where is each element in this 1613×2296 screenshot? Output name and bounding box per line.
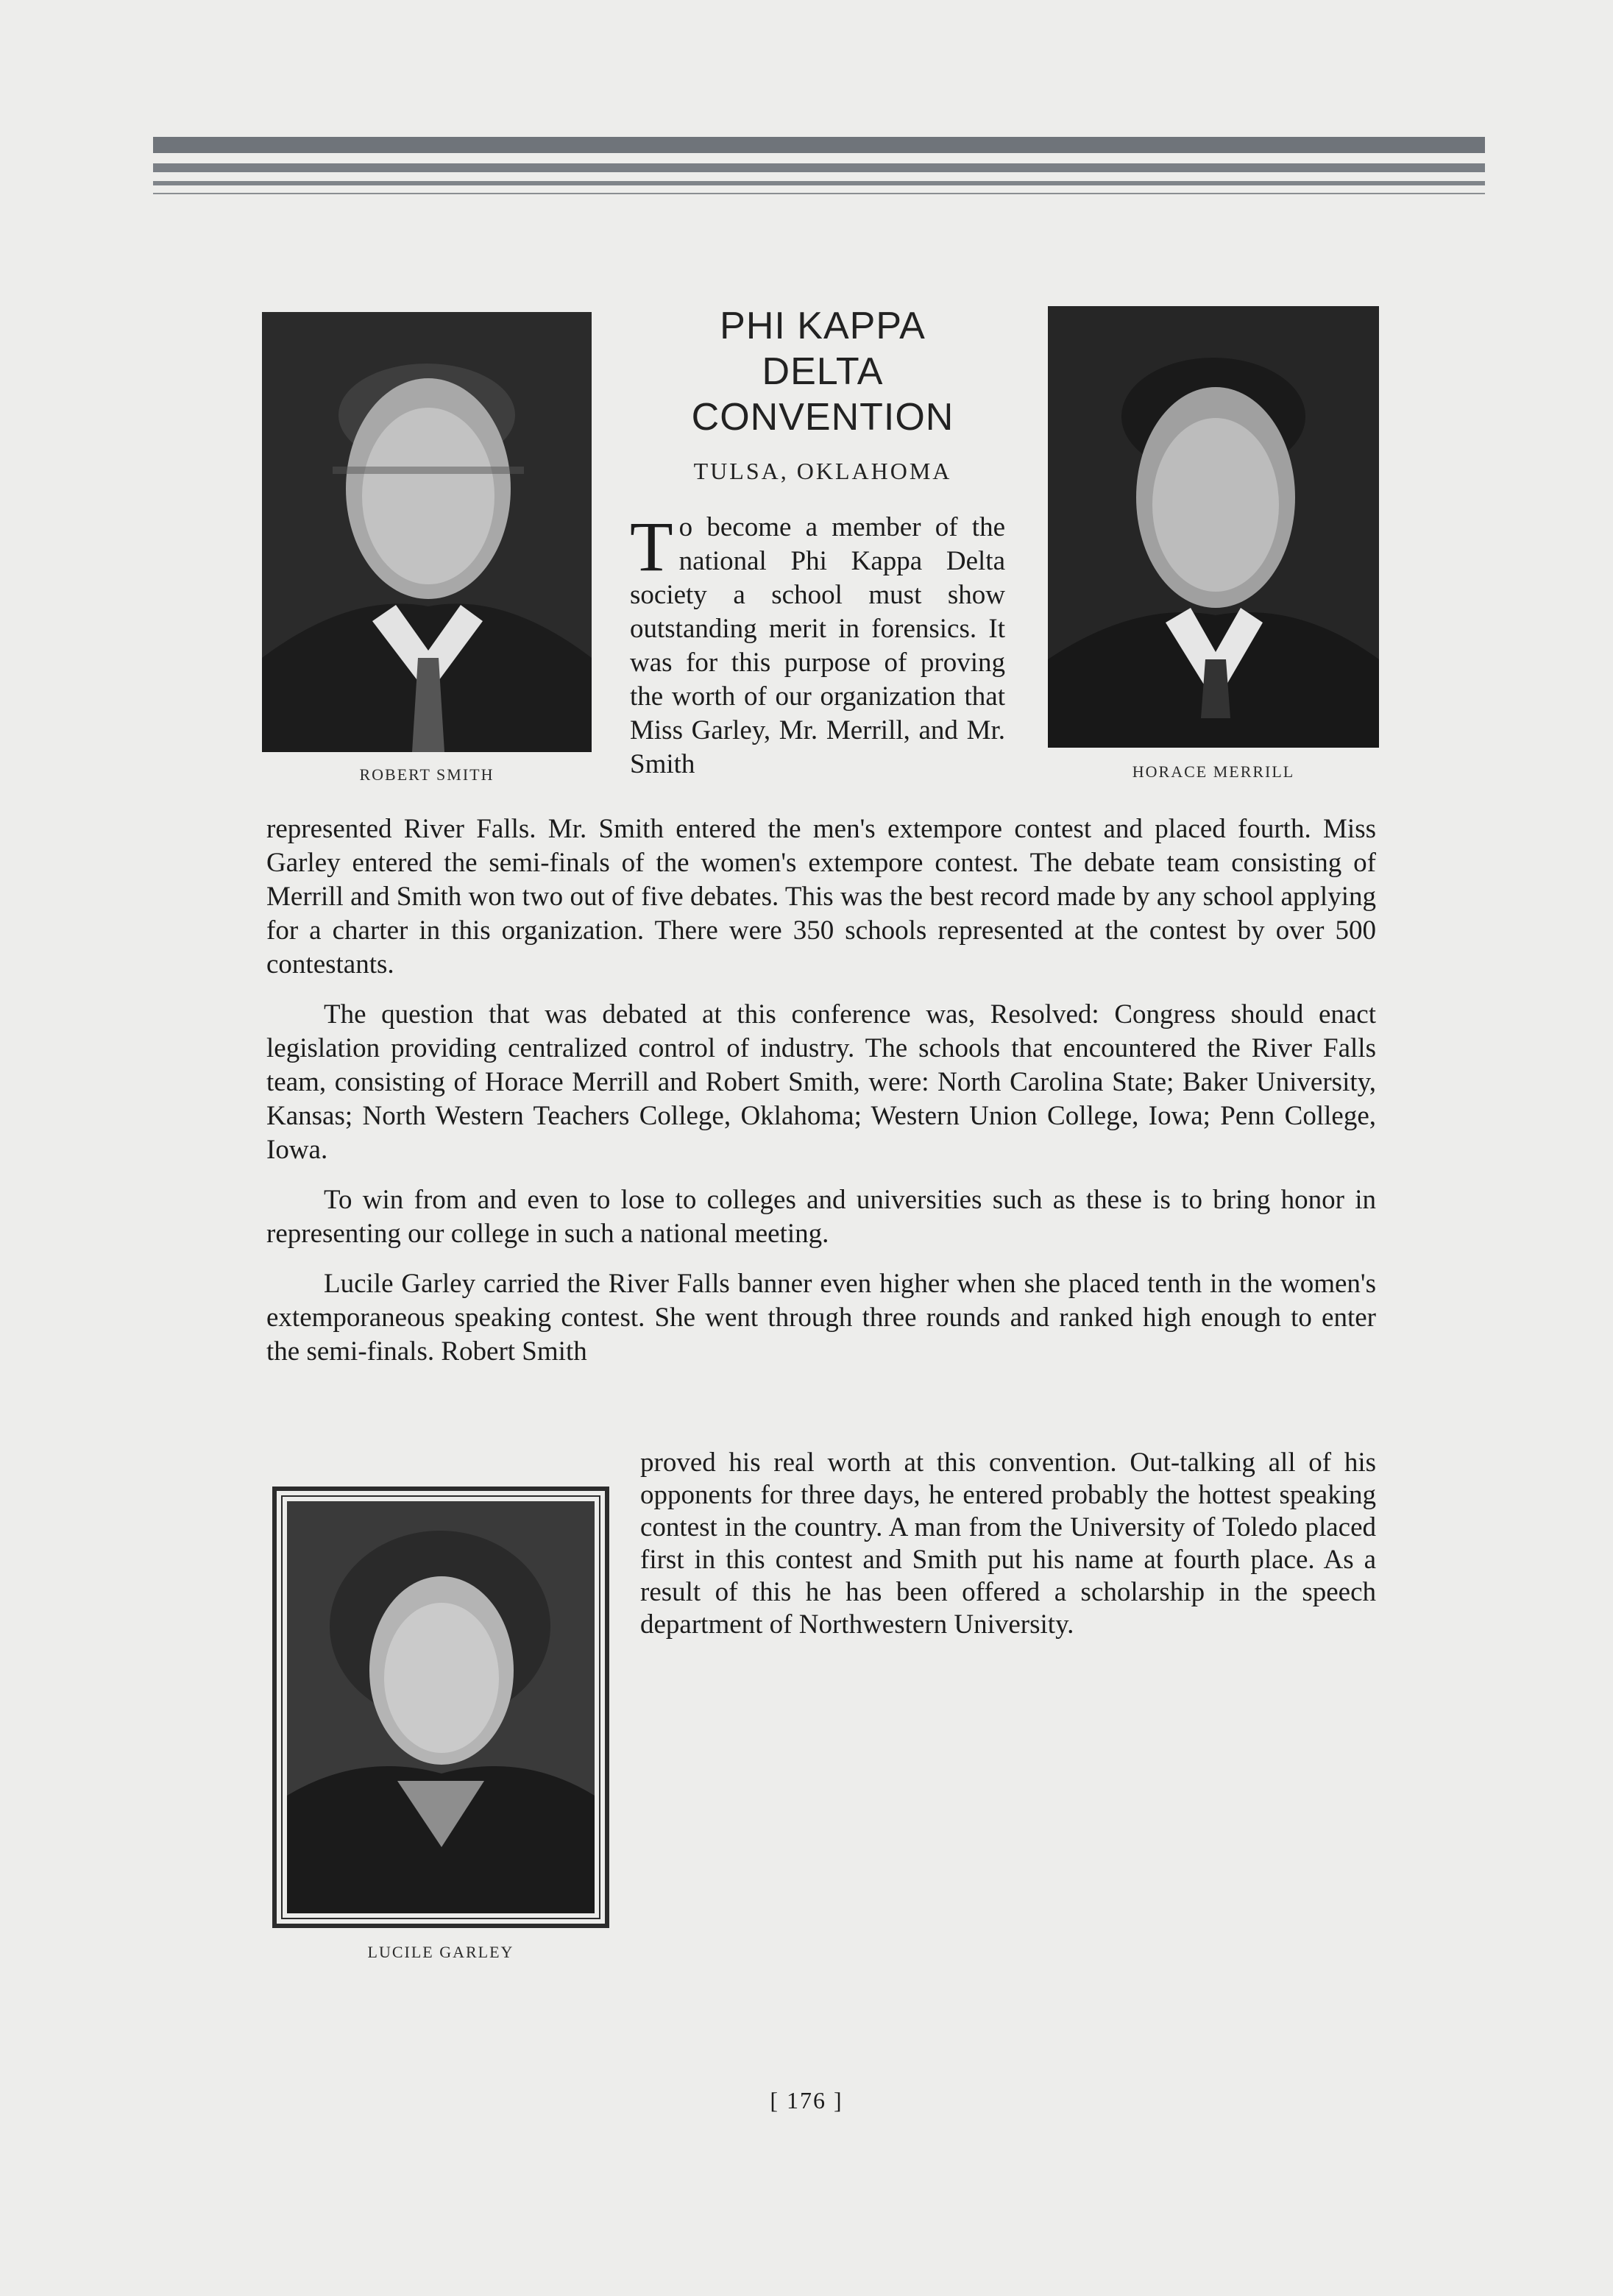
page-number: [ 176 ] [770, 2087, 843, 2113]
caption-robert-smith: ROBERT SMITH [359, 765, 494, 784]
photo-horace-merrill [1048, 306, 1379, 748]
article-title-line1: PHI KAPPA [720, 305, 926, 347]
paragraph-4-start: Lucile Garley carried the River Falls banner even higher when she placed tenth in the women's extemporaneous speaking contest. She went through three rounds and ranked high enough to enter the semi-finals. Robert Smith [266, 1269, 1376, 1367]
header-rule-medium [153, 163, 1485, 172]
dropcap: T [630, 507, 673, 586]
header-rule-thick [153, 137, 1485, 153]
paragraph-1: represented River Falls. Mr. Smith entered the men's extempore contest and placed fourth. Miss Garley entered the semi-finals of the women's extempore contest. The debate team consisting of Merrill and Smith won two out of five debates. This was the best record made by any school applying for a charter in this organization. There were 350 schools represented at the contest by over 500 contestants. [266, 814, 1376, 979]
body-text [266, 812, 1376, 1369]
paragraph-2: The question that was debated at this conference was, Resolved: Congress should enact legislation providing centralized control of industry. The schools that encountered the River Falls team, consisting of Horace Merrill and Robert Smith, were: North Carolina State; Baker University, Kansas; North Western Teachers College, Oklahoma; Western Union College, Iowa; Penn College, Iowa. [266, 999, 1376, 1165]
article-subtitle: TULSA, OKLAHOMA [693, 458, 952, 484]
header-rule-hairline [153, 193, 1485, 194]
paragraph-3: To win from and even to lose to colleges and universities such as these is to bring honor in representing our college in such a national meeting. [266, 1185, 1376, 1249]
closing-column [640, 1447, 1376, 1641]
caption-lucile-garley: LUCILE GARLEY [367, 1943, 514, 1961]
photo-frame-lucile-garley [272, 1487, 609, 1928]
caption-horace-merrill: HORACE MERRILL [1132, 762, 1295, 781]
header-rule-thin [153, 181, 1485, 185]
photo-lucile-garley [287, 1501, 595, 1913]
photo-robert-smith [262, 312, 592, 752]
paragraph-4-continued: proved his real worth at this convention. Out-talking all of his opponents for three days, he entered probably the hottest speaking contest in the country. A man from the University of Toledo placed first in this contest and Smith put his name at fourth place. As a result of this he has been offered a scholarship in the speech department of Northwestern University. [640, 1448, 1376, 1640]
article-title-line2: DELTA [762, 350, 884, 393]
intro-paragraph [630, 507, 1005, 782]
article-title-line3: CONVENTION [691, 396, 954, 439]
intro-text: o become a member of the national Phi Kappa Delta society a school must show outstanding merit in forensics. It was for this purpose of proving the worth of our organization that Miss Garley, Mr. Merrill, and Mr. Smith [630, 512, 1005, 779]
intro-column [630, 507, 1005, 782]
